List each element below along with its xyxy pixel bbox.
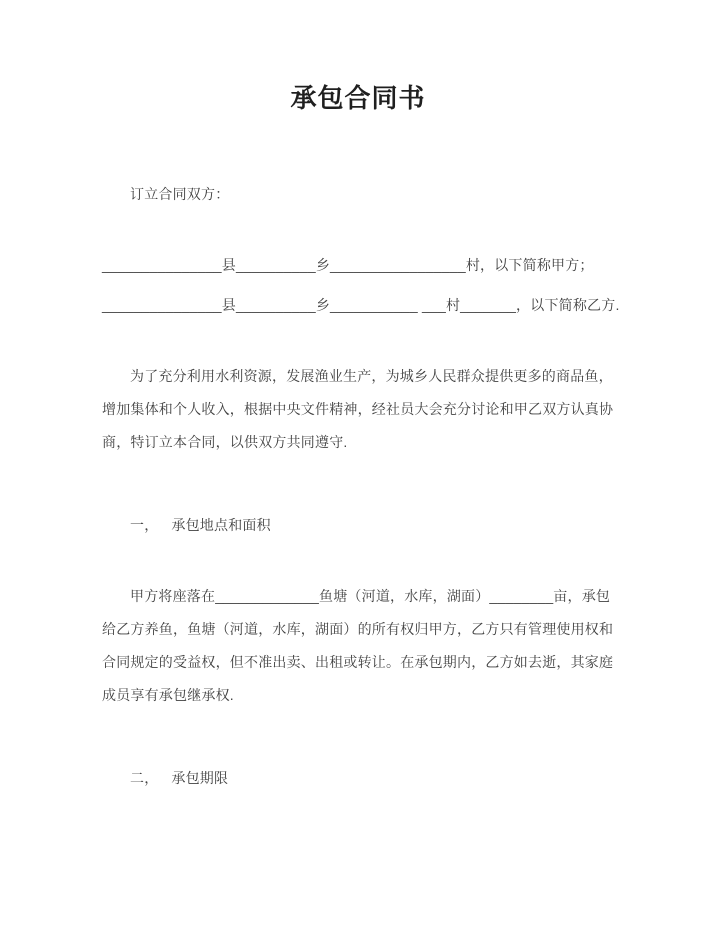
preamble-line-2: 增加集体和个人收入，根据中央文件精神，经社员大会充分讨论和甲乙双方认真协 (102, 401, 614, 417)
clause-1-line-1: 甲方将座落在_____________鱼塘（河道，水库，湖面）________亩，承包 (130, 588, 611, 604)
section-2-title: 承包期限 (171, 770, 229, 786)
clause-1-paragraph (102, 580, 614, 712)
clause-1-line-2: 给乙方养鱼，鱼塘（河道，水库，湖面）的所有权归甲方，乙方只有管理使用权和 (102, 621, 614, 637)
preamble-paragraph (102, 360, 614, 459)
preamble-line-3: 商，特订立本合同，以供双方共同遵守. (102, 434, 348, 450)
section-1-title: 承包地点和面积 (171, 517, 271, 533)
section-2-number: 二， (130, 770, 159, 786)
section-1-heading (102, 515, 614, 535)
section-2-heading (102, 768, 614, 788)
section-1-number: 一， (130, 517, 159, 533)
clause-1-line-3: 合同规定的受益权，但不准出卖、出租或转让。在承包期内，乙方如去逝，其家庭 (102, 654, 614, 670)
party-b-blank-line: _______________县__________乡___________ ___村_______，以下简称乙方. (102, 297, 620, 313)
intro-line: 订立合同双方： (130, 186, 230, 202)
document-title: 承包合同书 (290, 83, 426, 113)
clause-1-line-4: 成员享有承包继承权. (102, 687, 234, 703)
party-a-blank-line: _______________县__________乡_________________村，以下简称甲方； (102, 257, 594, 273)
preamble-line-1: 为了充分利用水利资源，发展渔业生产，为城乡人民群众提供更多的商品鱼， (130, 368, 613, 384)
